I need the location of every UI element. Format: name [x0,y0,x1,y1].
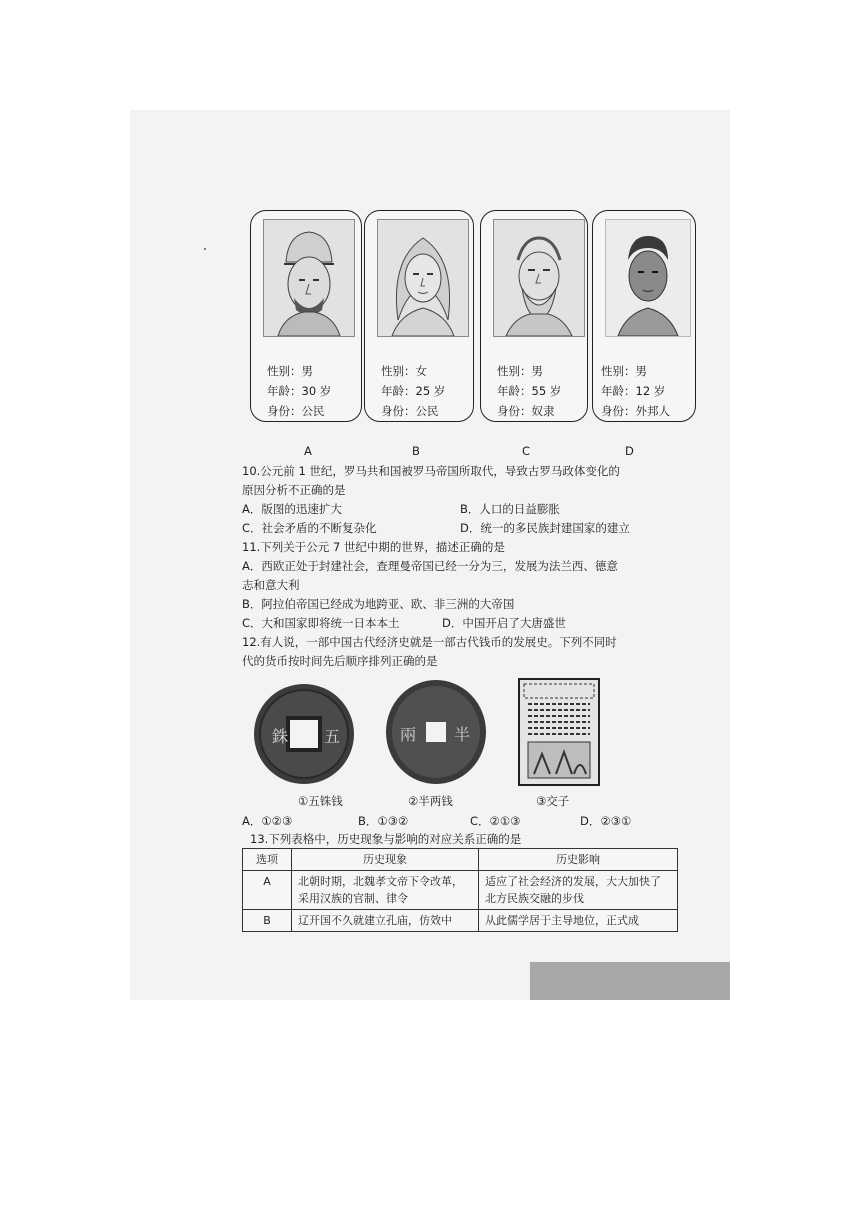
q12-option-c: C．②①③ [470,814,521,828]
q11-stem: 11.下列关于公元 7 世纪中期的世界，描述正确的是 [242,540,505,554]
card-identity: 身份：奴隶 [497,404,555,418]
card-age: 年龄：30 岁 [267,384,332,398]
banliang-coin-icon [384,678,488,790]
q12-option-a: A．①②③ [242,814,293,828]
card-identity: 身份：公民 [381,404,439,418]
row-impact: 适应了社会经济的发展，大大加快了北方民族交融的步伐 [479,871,678,910]
header-impact: 历史影响 [479,849,678,871]
card-gender: 性别：女 [381,364,427,378]
svg-text:兩: 兩 [400,725,417,744]
portrait-card-a [250,210,362,422]
table-row [243,871,678,910]
svg-text:五: 五 [324,727,341,746]
header-option: 选项 [243,849,292,871]
card-letter-b: B [412,444,420,458]
card-letter-c: C [522,444,531,458]
coin-caption-3: ③交子 [536,794,570,808]
card-gender: 性别：男 [601,364,647,378]
wuzhu-coin-icon [252,682,356,790]
card-letter-d: D [625,444,634,458]
q12-option-d: D．②③① [580,814,632,828]
card-age: 年龄：55 岁 [497,384,562,398]
card-gender: 性别：男 [267,364,313,378]
table-row [243,910,678,932]
svg-text:半: 半 [454,725,471,744]
old-man-portrait-icon [493,219,585,337]
row-phenomenon: 北朝时期，北魏孝文帝下令改革，采用汉族的官制、律令 [292,871,479,910]
portrait-card-d [592,210,696,422]
q13-table [242,848,678,932]
q12-stem-line1: 12.有人说，一部中国古代经济史就是一部古代钱币的发展史。下列不同时 [242,635,617,649]
coin-caption-2: ②半两钱 [408,794,453,808]
card-age: 年龄：25 岁 [381,384,446,398]
row-option: B [243,910,292,932]
card-letter-a: A [304,444,312,458]
q11-option-a-line1: A．西欧正处于封建社会，查理曼帝国已经一分为三，发展为法兰西、德意 [242,559,618,573]
portrait-card-b [364,210,474,422]
q10-option-b: B．人口的日益膨胀 [460,502,560,516]
scanned-exam-page [130,110,730,1000]
card-age: 年龄：12 岁 [601,384,666,398]
q11-option-c: C．大和国家即将统一日本本土 [242,616,400,630]
table-header-row [243,849,678,871]
q10-stem-line1: 10.公元前 1 世纪，罗马共和国被罗马帝国所取代，导致古罗马政体变化的 [242,464,620,478]
q10-option-c: C．社会矛盾的不断复杂化 [242,521,377,535]
row-phenomenon: 辽开国不久就建立孔庙，仿效中 [292,910,479,932]
q11-option-d: D．中国开启了大唐盛世 [442,616,566,630]
q10-stem-line2: 原因分析不正确的是 [242,483,346,497]
q10-option-d: D．统一的多民族封建国家的建立 [460,521,630,535]
man-with-cap-portrait-icon [263,219,355,337]
woman-portrait-icon [377,219,469,337]
q10-option-a: A．版图的迅速扩大 [242,502,342,516]
svg-text:銖: 銖 [272,727,289,746]
card-gender: 性别：男 [497,364,543,378]
q12-option-b: B．①③② [358,814,409,828]
portrait-card-c [480,210,588,422]
card-identity: 身份：公民 [267,404,325,418]
scan-speck [204,248,206,250]
q11-option-a-line2: 志和意大利 [242,578,300,592]
q13-stem: 13.下列表格中，历史现象与影响的对应关系正确的是 [250,832,522,846]
card-identity: 身份：外邦人 [601,404,670,418]
row-impact: 从此儒学居于主导地位，正式成 [479,910,678,932]
boy-portrait-icon [605,219,691,337]
gray-mask-block [530,962,730,1000]
q12-stem-line2: 代的货币按时间先后顺序排列正确的是 [242,654,438,668]
row-option: A [243,871,292,910]
q11-option-b: B．阿拉伯帝国已经成为地跨亚、欧、非三洲的大帝国 [242,597,515,611]
jiaozi-banknote-icon [518,678,600,790]
coin-caption-1: ①五铢钱 [298,794,343,808]
header-phenomenon: 历史现象 [292,849,479,871]
